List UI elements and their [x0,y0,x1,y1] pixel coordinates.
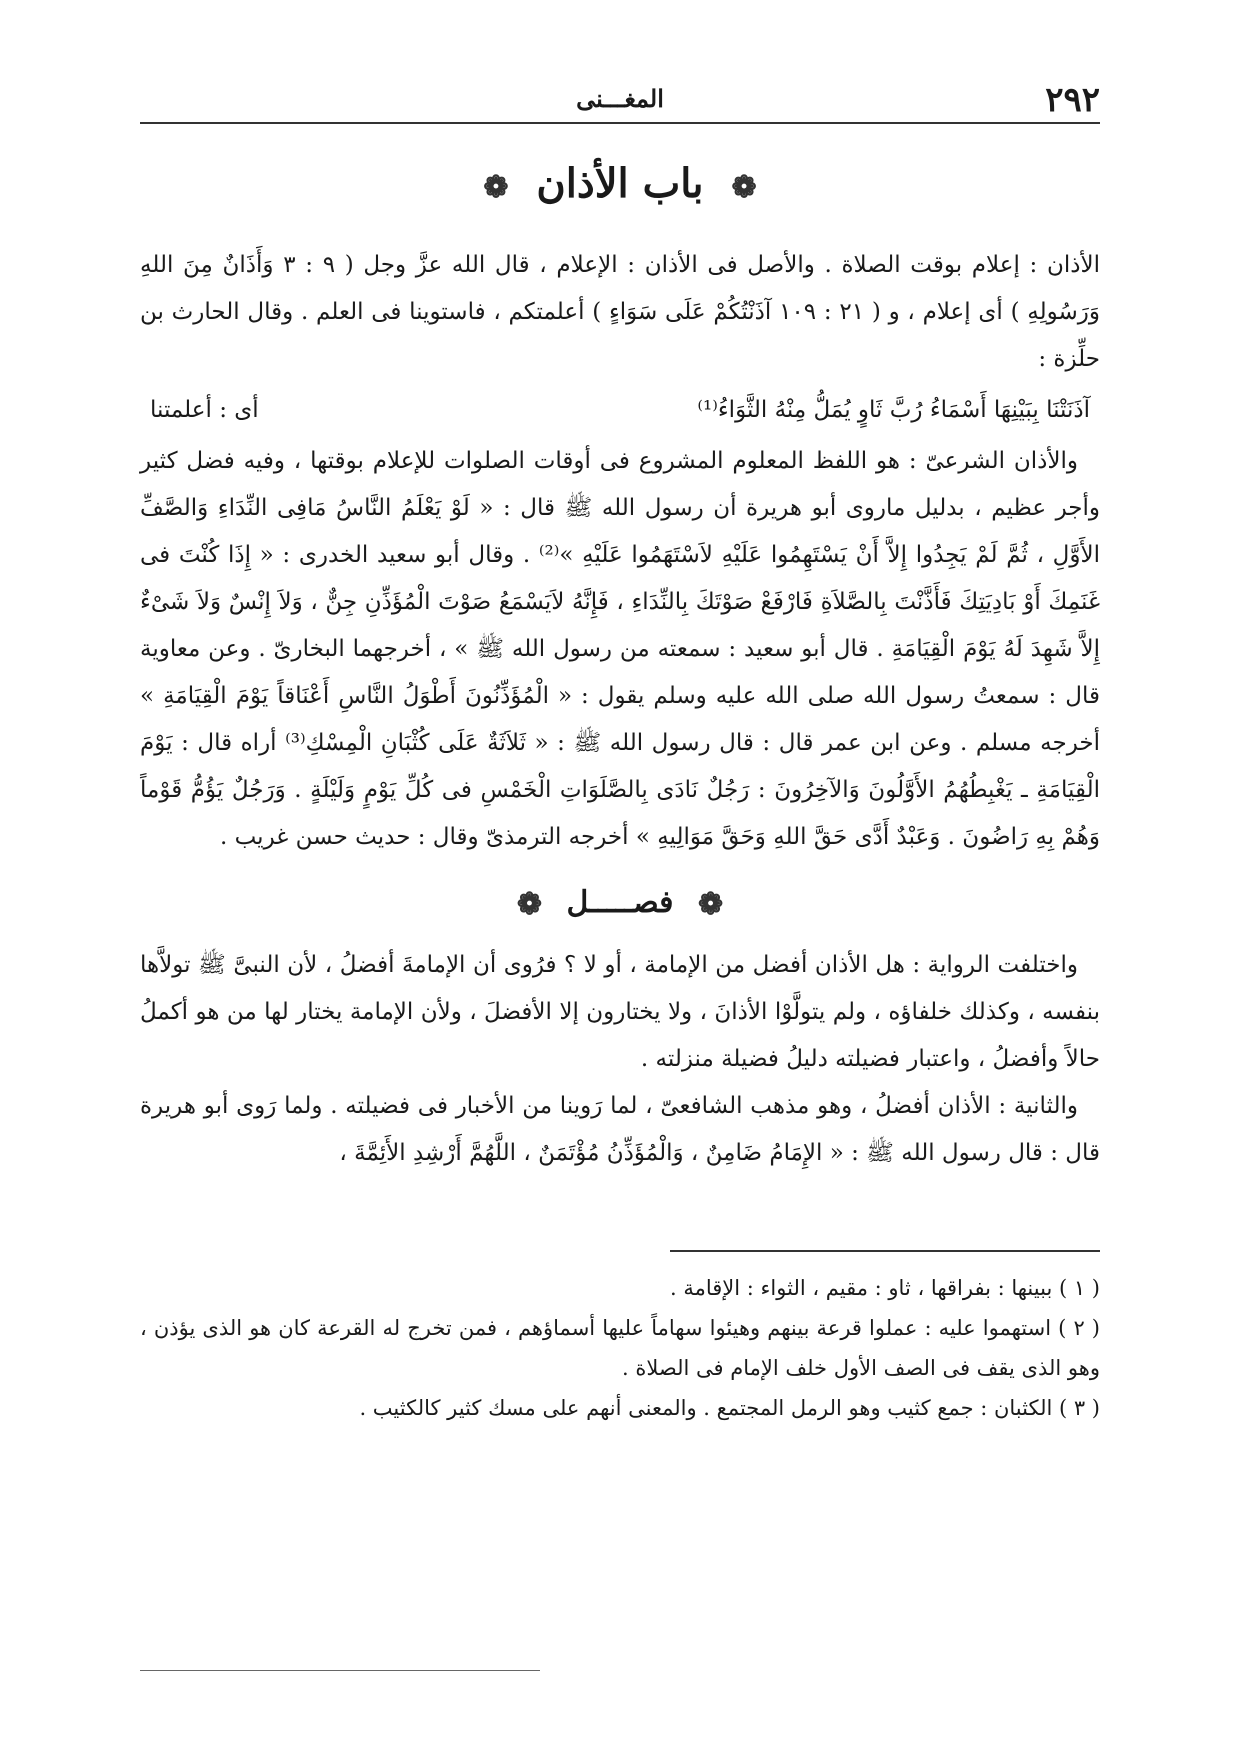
footnote: ( ١ ) ببينها : بفراقها ، ثاو : مقيم ، الثواء : الإقامة . [670,1276,1100,1300]
page-number: ٢٩٢ [1045,80,1100,120]
chapter-title: باب الأذان [536,160,704,207]
section-paragraph: واختلفت الرواية : هل الأذان أفضل من الإمامة ، أو لا ؟ فرُوى أن الإمامةَ أفضلُ ، لأن النبىَّ ﷺ تولاَّها بنفسه ، وكذلك خلفاؤه ، ولم يتولَّوْا الأذانَ ، ولا يختارون إلا الأفضلَ ، ولأن الإمامة يختار لها من هو أكملُ حالاً وأفضلُ ، واعتبار فضيلته دليلُ فضيلة منزلته . [140,951,1100,1072]
footnotes [140,1268,1100,1428]
ornament-icon: ❁ [483,169,509,205]
running-title: المغـــنى [576,84,664,113]
ornament-icon: ❁ [731,169,757,205]
footnote: ( ٢ ) استهموا عليه : عملوا قرعة بينهم وهيئوا سهاماً عليها أسماؤهم ، فمن تخرج له القرعة كان هو الذى يؤذن ، وهو الذى يقف فى الصف الأول خلف الإمام فى الصلاة . [140,1316,1101,1380]
paragraph-intro: الأذان : إعلام بوقت الصلاة . والأصل فى الأذان : الإعلام ، قال الله عزَّ وجل ( ٩ : ٣ وَأَذَانٌ مِنَ اللهِ وَرَسُولِهِ ) أى إعلام ، و ( ٢١ : ١٠٩ آذَنْتُكُمْ عَلَى سَوَاءٍ ) أعلمتكم ، فاستوينا فى العلم . وقال الحارث بن حلِّزة : [140,252,1101,372]
section-paragraph: والثانية : الأذان أفضلُ ، وهو مذهب الشافعىّ ، لما رَوينا من الأخبار فى فضيلته . ولما رَوى أبو هريرة قال : قال رسول الله ﷺ : « الإِمَامُ ضَامِنٌ ، وَالْمُؤَذِّنُ مُؤْتَمَنٌ ، اللَّهُمَّ أَرْشِدِ الأَئِمَّةَ ، [140,1092,1100,1166]
ornament-icon: ❁ [697,886,724,922]
section-heading-row [140,879,1100,928]
section-heading: فصـــــل [566,885,674,920]
ornament-icon: ❁ [516,886,543,922]
chapter-title-row [140,160,1100,207]
paragraph-hadith: والأذان الشرعىّ : هو اللفظ المعلوم المشروع فى أوقات الصلوات للإعلام بوقتها ، وفيه فضل كثير وأجر عظيم ، بدليل ماروى أبو هريرة أن رسول الله ﷺ قال : « لَوْ يَعْلَمُ النَّاسُ مَافِى النِّدَاءِ وَالصَّفِّ الأَوَّلِ ، ثُمَّ لَمْ يَجِدُوا إِلاَّ أَنْ يَسْتَهِمُوا عَلَيْهِ لاَسْتَهَمُوا عَلَيْهِ »⁽²⁾ . وقال أبو سعيد الخدرى : « إِذَا كُنْتَ فى غَنَمِكَ أَوْ بَادِيَتِكَ فَأَذَّنْتَ بِالصَّلاَةِ فَارْفَعْ صَوْتَكَ بِالنِّدَاءِ ، فَإِنَّهُ لاَيَسْمَعُ صَوْتَ الْمُؤَذِّنِ جِنٌّ ، وَلاَ إِنْسٌ وَلاَ شَىْءٌ إِلاَّ شَهِدَ لَهُ يَوْمَ الْقِيَامَةِ . قال أبو سعيد : سمعته من رسول الله ﷺ » ، أخرجهما البخارىّ . وعن معاوية قال : سمعتُ رسول الله صلى الله عليه وسلم يقول : « الْمُؤَذِّنُونَ أَطْوَلُ النَّاسِ أَعْنَاقاً يَوْمَ الْقِيَامَةِ » أخرجه مسلم . وعن ابن عمر قال : قال رسول الله ﷺ : « ثَلاَثَةٌ عَلَى كُثْبَانِ الْمِسْكِ⁽³⁾ أراه قال : يَوْمَ الْقِيَامَةِ ـ يَغْبِطُهُمُ الأَوَّلُونَ وَالآخِرُونَ : رَجُلٌ نَادَى بِالصَّلَوَاتِ الْخَمْسِ فى كُلِّ يَوْمٍ وَلَيْلَةٍ . وَرَجُلٌ يَؤُمُّ قَوْماً وَهُمْ بِهِ رَاضُونَ . وَعَبْدٌ أَدَّى حَقَّ اللهِ وَحَقَّ مَوَالِيهِ » أخرجه الترمذىّ وقال : حديث حسن غريب . [140,448,1100,850]
verse-gloss: أى : أعلمتنا [150,397,259,423]
footnote: ( ٣ ) الكثبان : جمع كثيب وهو الرمل المجتمع . والمعنى أنهم على مسك كثير كالكثيب . [359,1396,1100,1420]
main-text [140,242,1100,1177]
verse-line: آذَنَتْنَا بِبَيْنِهَا أَسْمَاءُ رُبَّ ثَاوٍ يُمَلُّ مِنْهُ الثَّوَاءُ⁽¹⁾ [697,397,1090,423]
page-header [140,80,1100,120]
header-divider [140,122,1100,124]
bottom-divider [140,1670,540,1671]
poetry-verse [140,387,1100,434]
footnote-divider [670,1250,1100,1252]
